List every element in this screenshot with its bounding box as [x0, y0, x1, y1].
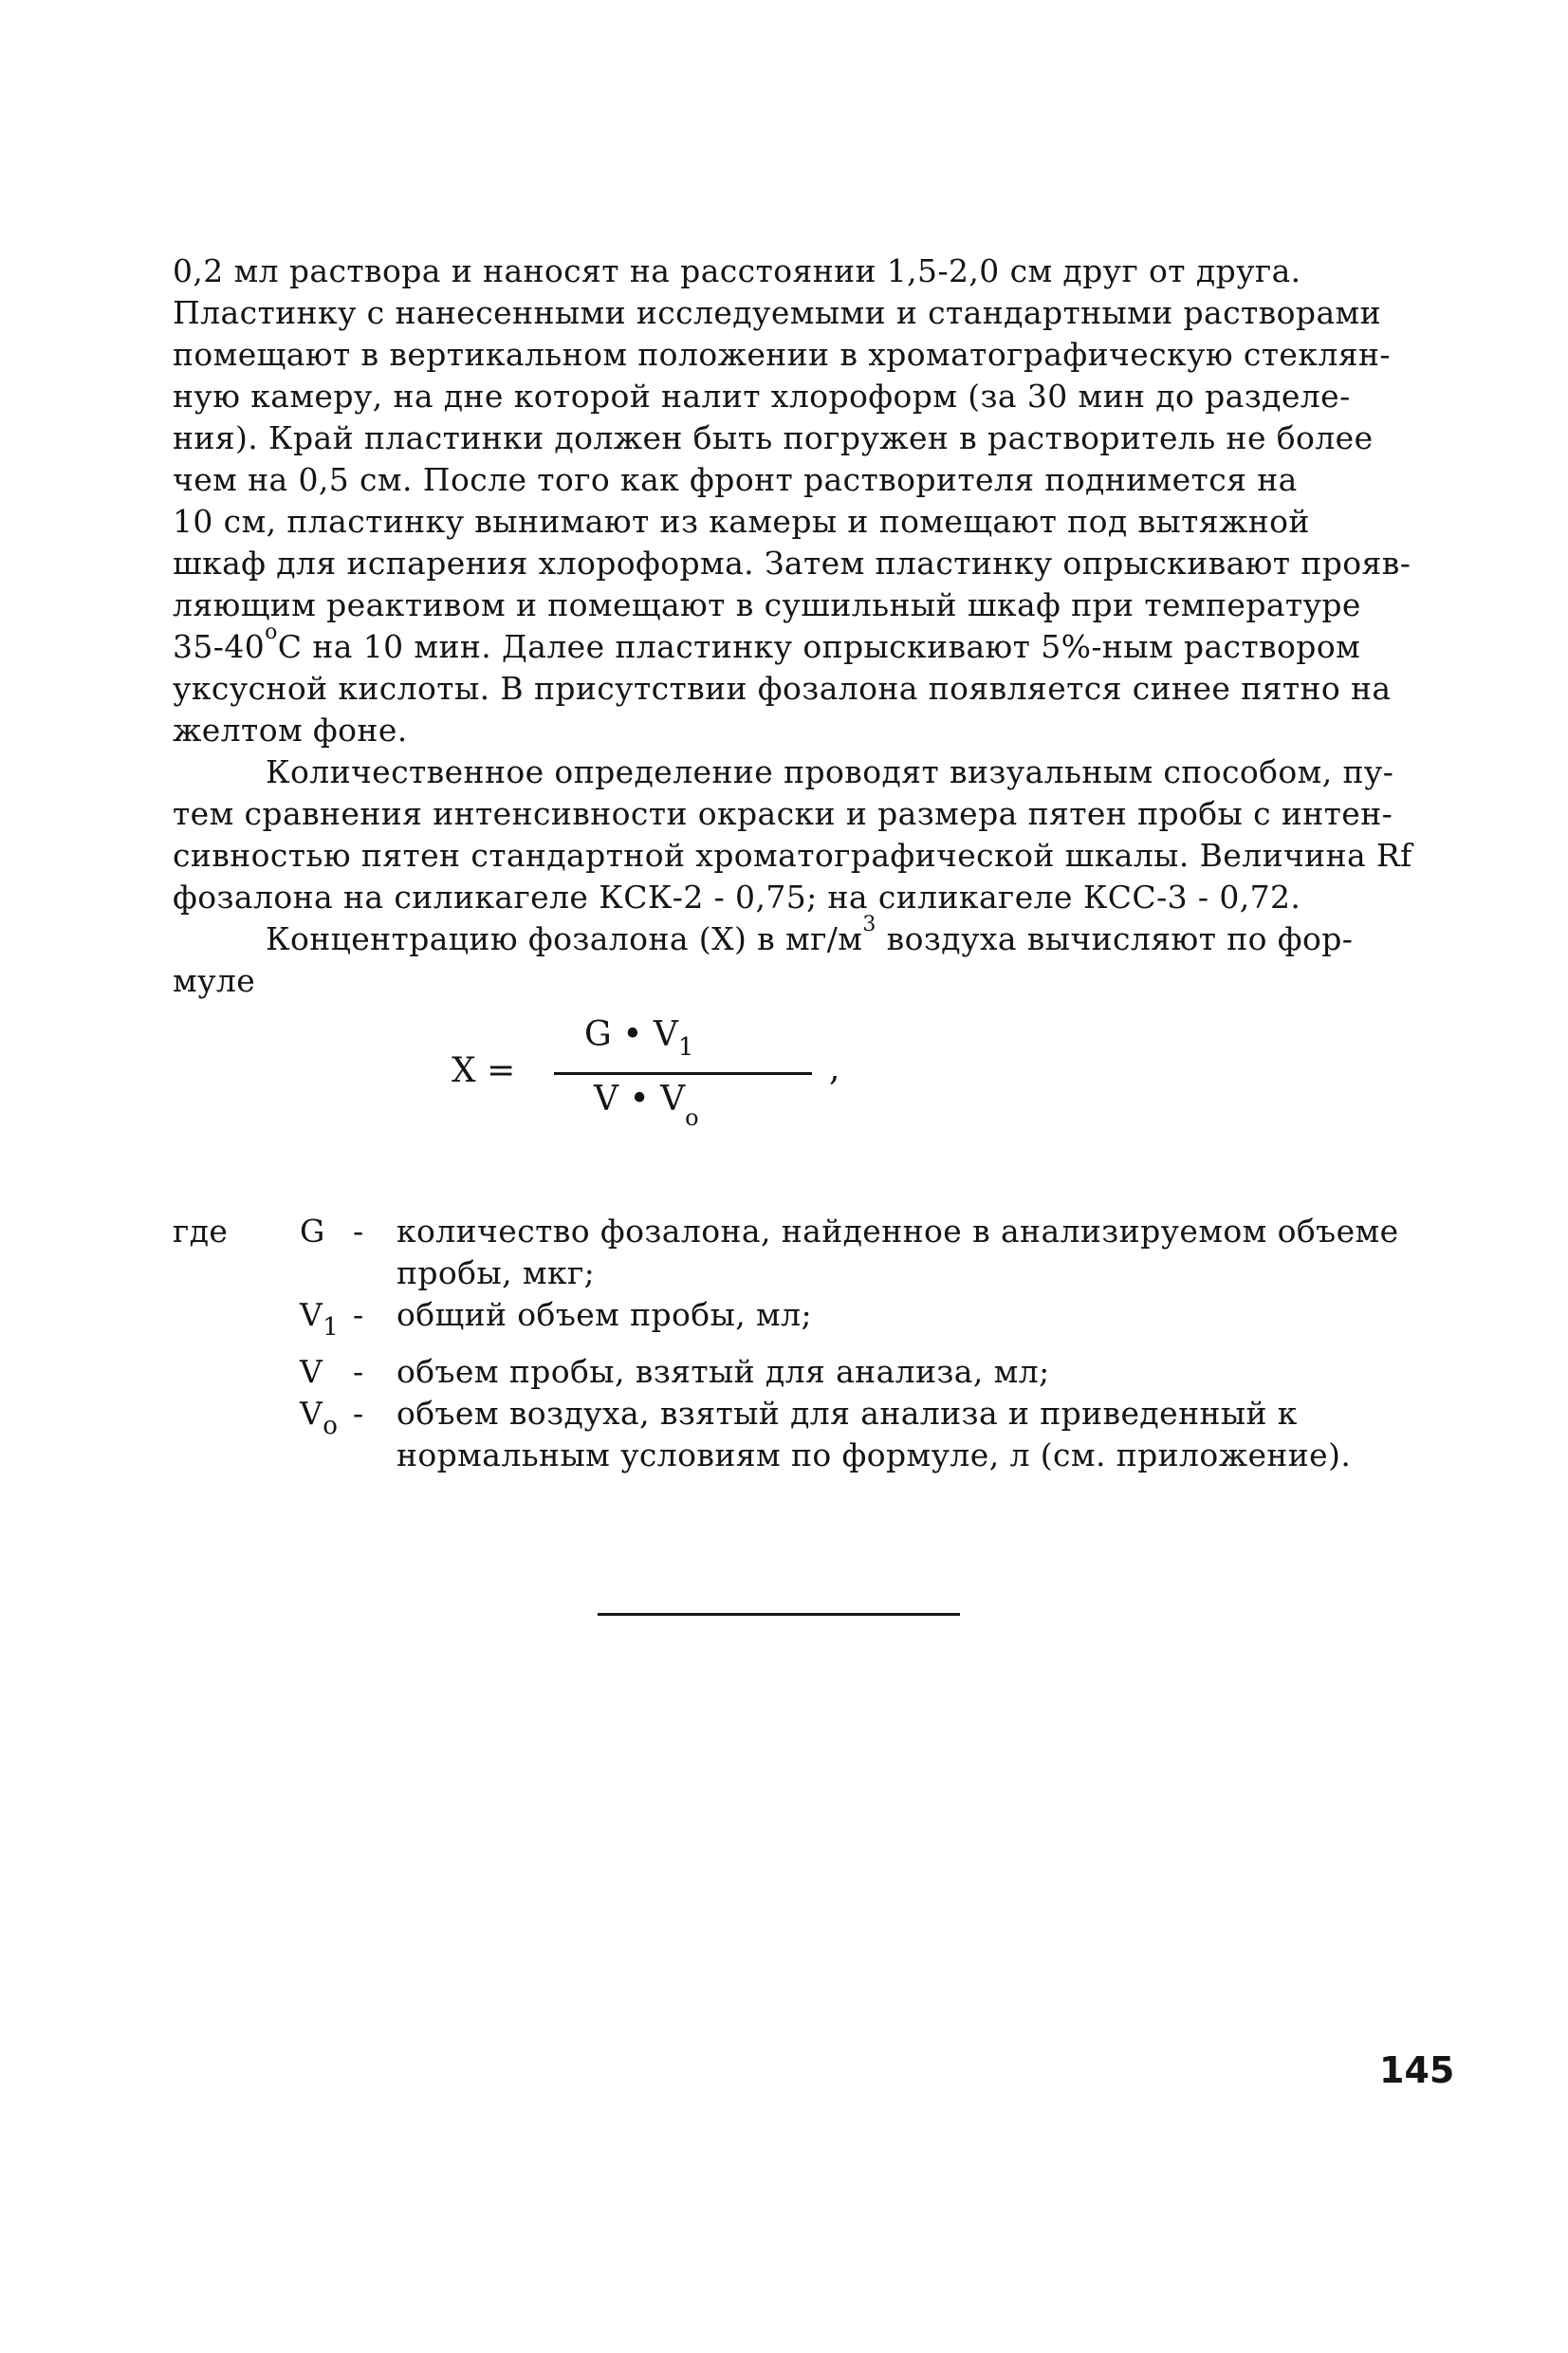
text-line: муле: [173, 962, 256, 999]
degree-superscript: o: [265, 621, 278, 644]
text-line: сивностью пятен стандартной хроматографической шкалы. Величина Rf: [173, 837, 1412, 874]
text-span: воздуха вычисляют по фор-: [876, 920, 1354, 957]
text-line: [266, 913, 1354, 963]
symbol-text: V: [300, 1296, 323, 1333]
text-line: ляющим реактивом и помещают в сушильный шкаф при температуре: [173, 586, 1361, 623]
text-line: 0,2 мл раствора и наносят на расстоянии 1,5-2,0 см друг от друга.: [173, 252, 1301, 289]
def-text: пробы, мкг;: [397, 1254, 596, 1291]
text-line: ную камеру, на дне которой налит хлороформ (за 30 мин до разделе-: [173, 378, 1351, 415]
text-line: чем на 0,5 см. После того как фронт растворителя поднимется на: [173, 461, 1298, 498]
text-line: ния). Край пластинки должен быть погружен в растворитель не более: [173, 419, 1374, 456]
def-text: нормальным условиям по формуле, л (см. приложение).: [397, 1436, 1352, 1473]
text-span: С на 10 мин. Далее пластинку опрыскивают 5%-ным раствором: [277, 628, 1361, 665]
def-text: общий объем пробы, мл;: [397, 1296, 812, 1333]
formula-denominator: [594, 1080, 699, 1131]
numerator-text: G • V: [584, 1015, 678, 1054]
where-label: где: [173, 1213, 229, 1250]
def-text: количество фозалона, найденное в анализируемом объеме: [397, 1213, 1399, 1250]
numerator-subscript: 1: [677, 1033, 694, 1062]
formula-numerator: [584, 1015, 694, 1062]
text-line: желтом фоне.: [173, 712, 408, 749]
denominator-subscript: o: [685, 1104, 699, 1131]
formula-comma: ,: [829, 1049, 840, 1088]
def-dash: -: [353, 1296, 364, 1333]
page-number: 145: [1379, 2049, 1455, 2091]
text-span: Концентрацию фозалона (Х) в мг/м: [266, 920, 863, 957]
symbol-text: V: [300, 1395, 323, 1432]
def-text: объем воздуха, взятый для анализа и приведенный к: [397, 1395, 1298, 1432]
def-symbol: G: [300, 1213, 325, 1250]
text-line: Пластинку с нанесенными исследуемыми и стандартными растворами: [173, 294, 1381, 331]
text-span: 35-40: [173, 628, 266, 665]
def-symbol: [300, 1395, 339, 1440]
def-dash: -: [353, 1213, 364, 1250]
def-symbol: [300, 1296, 340, 1342]
text-line: уксусной кислоты. В присутствии фозалона появляется синее пятно на: [173, 670, 1392, 707]
formula-lhs: X =: [452, 1051, 516, 1090]
cube-superscript: 3: [862, 913, 876, 936]
def-dash: -: [353, 1395, 364, 1432]
text-line: тем сравнения интенсивности окраски и размера пятен пробы с интен-: [173, 795, 1393, 832]
text-line: 10 см, пластинку вынимают из камеры и помещают под вытяжной: [173, 503, 1310, 540]
def-dash: -: [353, 1353, 364, 1390]
symbol-subscript: 1: [323, 1313, 340, 1342]
def-symbol: V: [300, 1353, 323, 1390]
separator-rule: [598, 1613, 960, 1616]
def-text: объем пробы, взятый для анализа, мл;: [397, 1353, 1050, 1390]
fraction-bar: [554, 1072, 812, 1075]
text-line: Количественное определение проводят визуальным способом, пу-: [266, 753, 1394, 790]
denominator-text: V • V: [594, 1080, 686, 1119]
symbol-subscript: o: [323, 1412, 339, 1440]
text-line: шкаф для испарения хлороформа. Затем пластинку опрыскивают прояв-: [173, 545, 1411, 582]
text-line: фозалона на силикагеле КСК-2 - 0,75; на силикагеле КСС-3 - 0,72.: [173, 879, 1301, 916]
text-line: помещают в вертикальном положении в хроматографическую стеклян-: [173, 336, 1391, 373]
text-line: [173, 621, 1361, 671]
